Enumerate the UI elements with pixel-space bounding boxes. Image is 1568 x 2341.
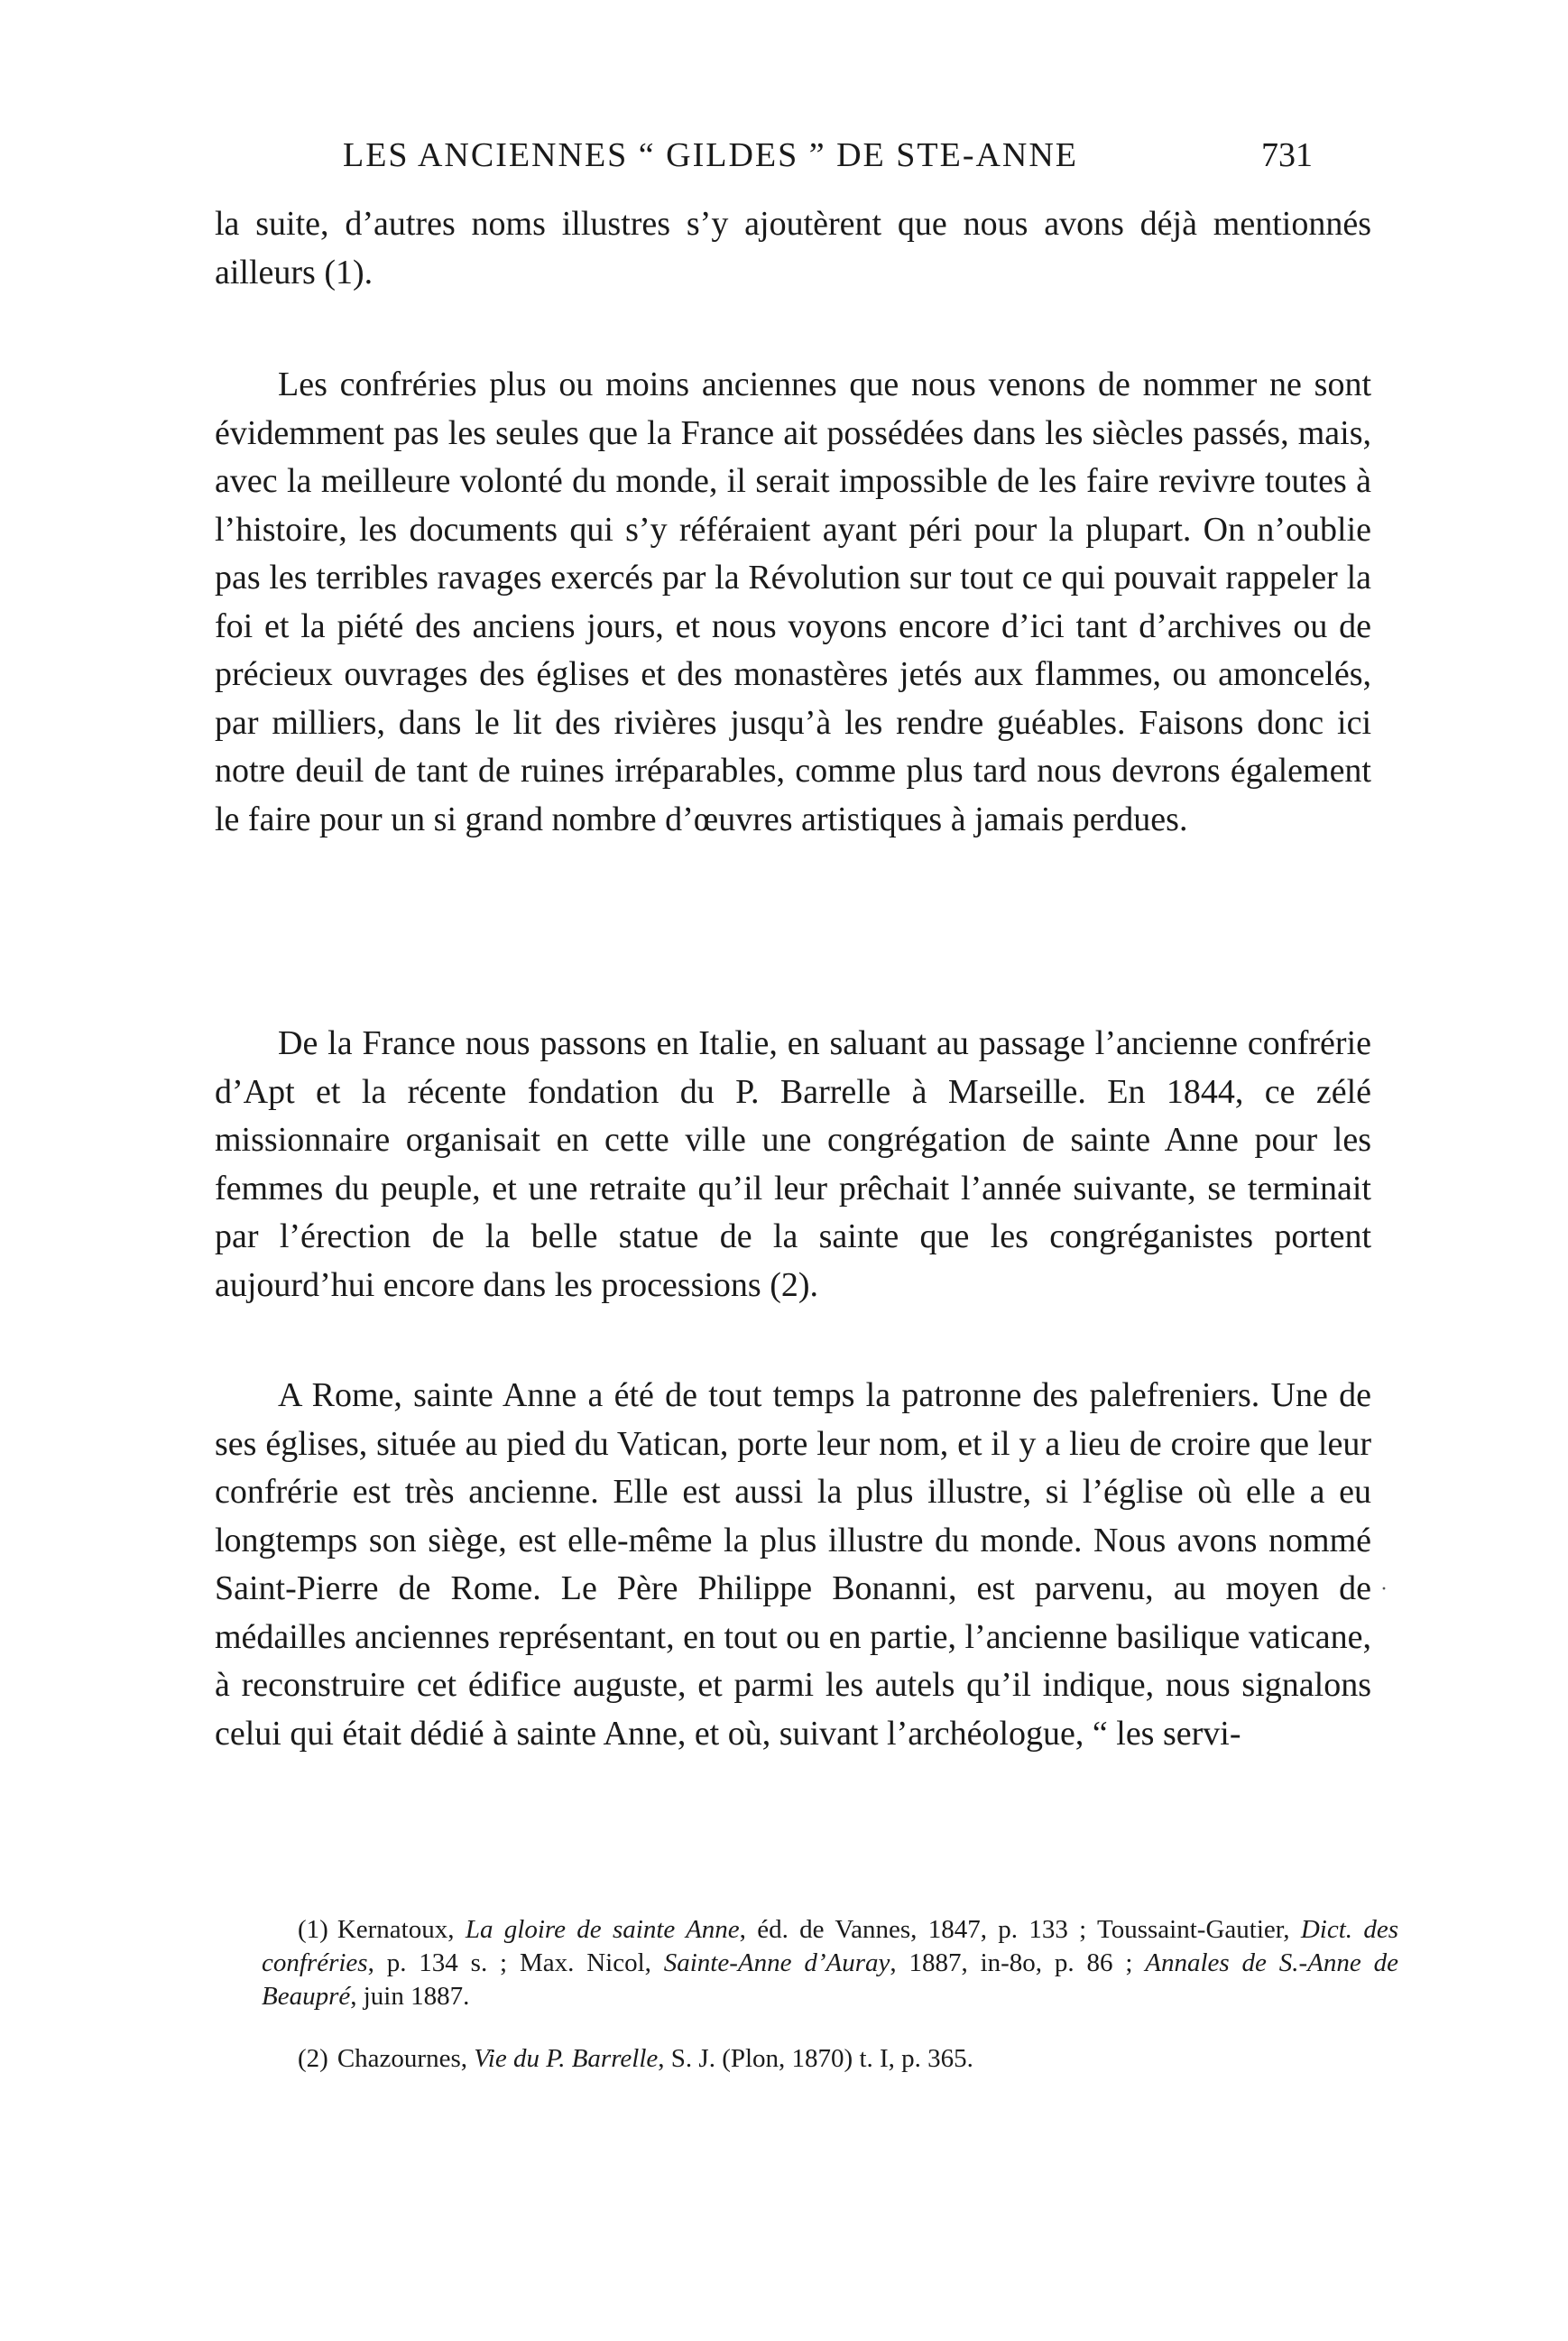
footnote-2	[262, 2042, 1398, 2076]
margin-mark: ·	[1380, 1578, 1388, 1601]
paragraph-text: la suite, d’autres noms illustres s’y ajoutèrent que nous avons déjà mentionnés ailleurs (1).	[215, 205, 1371, 291]
footnote-text: , p. 134 s. ; Max. Nicol,	[367, 1948, 664, 1977]
paragraph-rome	[215, 1372, 1371, 1758]
footnote-title: Sainte-Anne d’Auray	[663, 1948, 890, 1977]
footnote-text: , juin 1887.	[350, 1982, 470, 2011]
paragraph-confreries	[215, 361, 1371, 844]
footnote-text: Chazournes,	[337, 2044, 475, 2073]
footnote-text: , S. J. (Plon, 1870) t. I, p. 365.	[658, 2044, 973, 2073]
paragraph-text: A Rome, sainte Anne a été de tout temps la patronne des palefreniers. Une de ses églises, située au pied du Vatican, porte leur nom, et il y a lieu de croire que leur confrérie est très ancienne. Elle est aussi la plus illustre, si l’église où elle a eu longtemps son siège, est elle-même la plus illustre du monde. Nous avons nommé Saint-Pierre de Rome. Le Père Philippe Bonanni, est parvenu, au moyen de médailles anciennes représentant, en tout ou en partie, l’ancienne basilique vaticane, à reconstruire cet édifice auguste, et parmi les autels qu’il indique, nous signalons celui qui était dédié à sainte Anne, et où, suivant l’archéologue, “ les servi-	[215, 1376, 1371, 1753]
footnote-title: Annales de S.-Anne de Beaupré	[262, 1948, 1398, 2011]
footnote-marker: (2)	[298, 2044, 328, 2073]
paragraph-text: Les confréries plus ou moins anciennes que nous venons de nommer ne sont évidemment pas les seules que la France ait possédées dans les siècles passés, mais, avec la meilleure volonté du monde, il serait impossible de les faire revivre toutes à l’histoire, les documents qui s’y référaient ayant péri pour la plupart. On n’oublie pas les terribles ravages exercés par la Révolution sur tout ce qui pouvait rappeler la foi et la piété des anciens jours, et nous voyons encore d’ici tant d’archives ou de précieux ouvrages des églises et des monastères jetés aux flammes, ou amoncelés, par milliers, dans le lit des rivières jusqu’à les rendre guéables. Faisons donc ici notre deuil de tant de ruines irréparables, comme plus tard nous devrons également le faire pour un si grand nombre d’œuvres artistiques à jamais perdues.	[215, 365, 1371, 838]
continuation-paragraph	[215, 200, 1371, 297]
page-number: 731	[1261, 136, 1313, 174]
footnotes	[262, 1913, 1398, 2105]
footnote-title: Dict. des confréries	[262, 1915, 1398, 1977]
footnote-text: Kernatoux,	[337, 1915, 466, 1944]
paragraph-text: De la France nous passons en Italie, en saluant au passage l’ancienne confrérie d’Apt et la récente fondation du P. Barrelle à Marseille. En 1844, ce zélé missionnaire organisait en cette ville une congrégation de sainte Anne pour les femmes du peuple, et une retraite qu’il leur prêchait l’année suivante, se terminait par l’érection de la belle statue de la sainte que les congréganistes portent aujourd’hui encore dans les processions (2).	[215, 1024, 1371, 1304]
running-title: LES ANCIENNES “ GILDES ” DE STE-ANNE	[343, 136, 1079, 174]
footnote-marker: (1)	[298, 1915, 328, 1944]
footnote-text: , éd. de Vannes, 1847, p. 133 ; Toussaint-Gautier,	[739, 1915, 1301, 1944]
footnote-title: La gloire de sainte Anne	[465, 1915, 740, 1944]
footnote-text: , 1887, in-8o, p. 86 ;	[890, 1948, 1146, 1977]
footnote-title: Vie du P. Barrelle	[474, 2044, 659, 2073]
paragraph-france-italie	[215, 1020, 1371, 1309]
footnote-1	[262, 1913, 1398, 2013]
